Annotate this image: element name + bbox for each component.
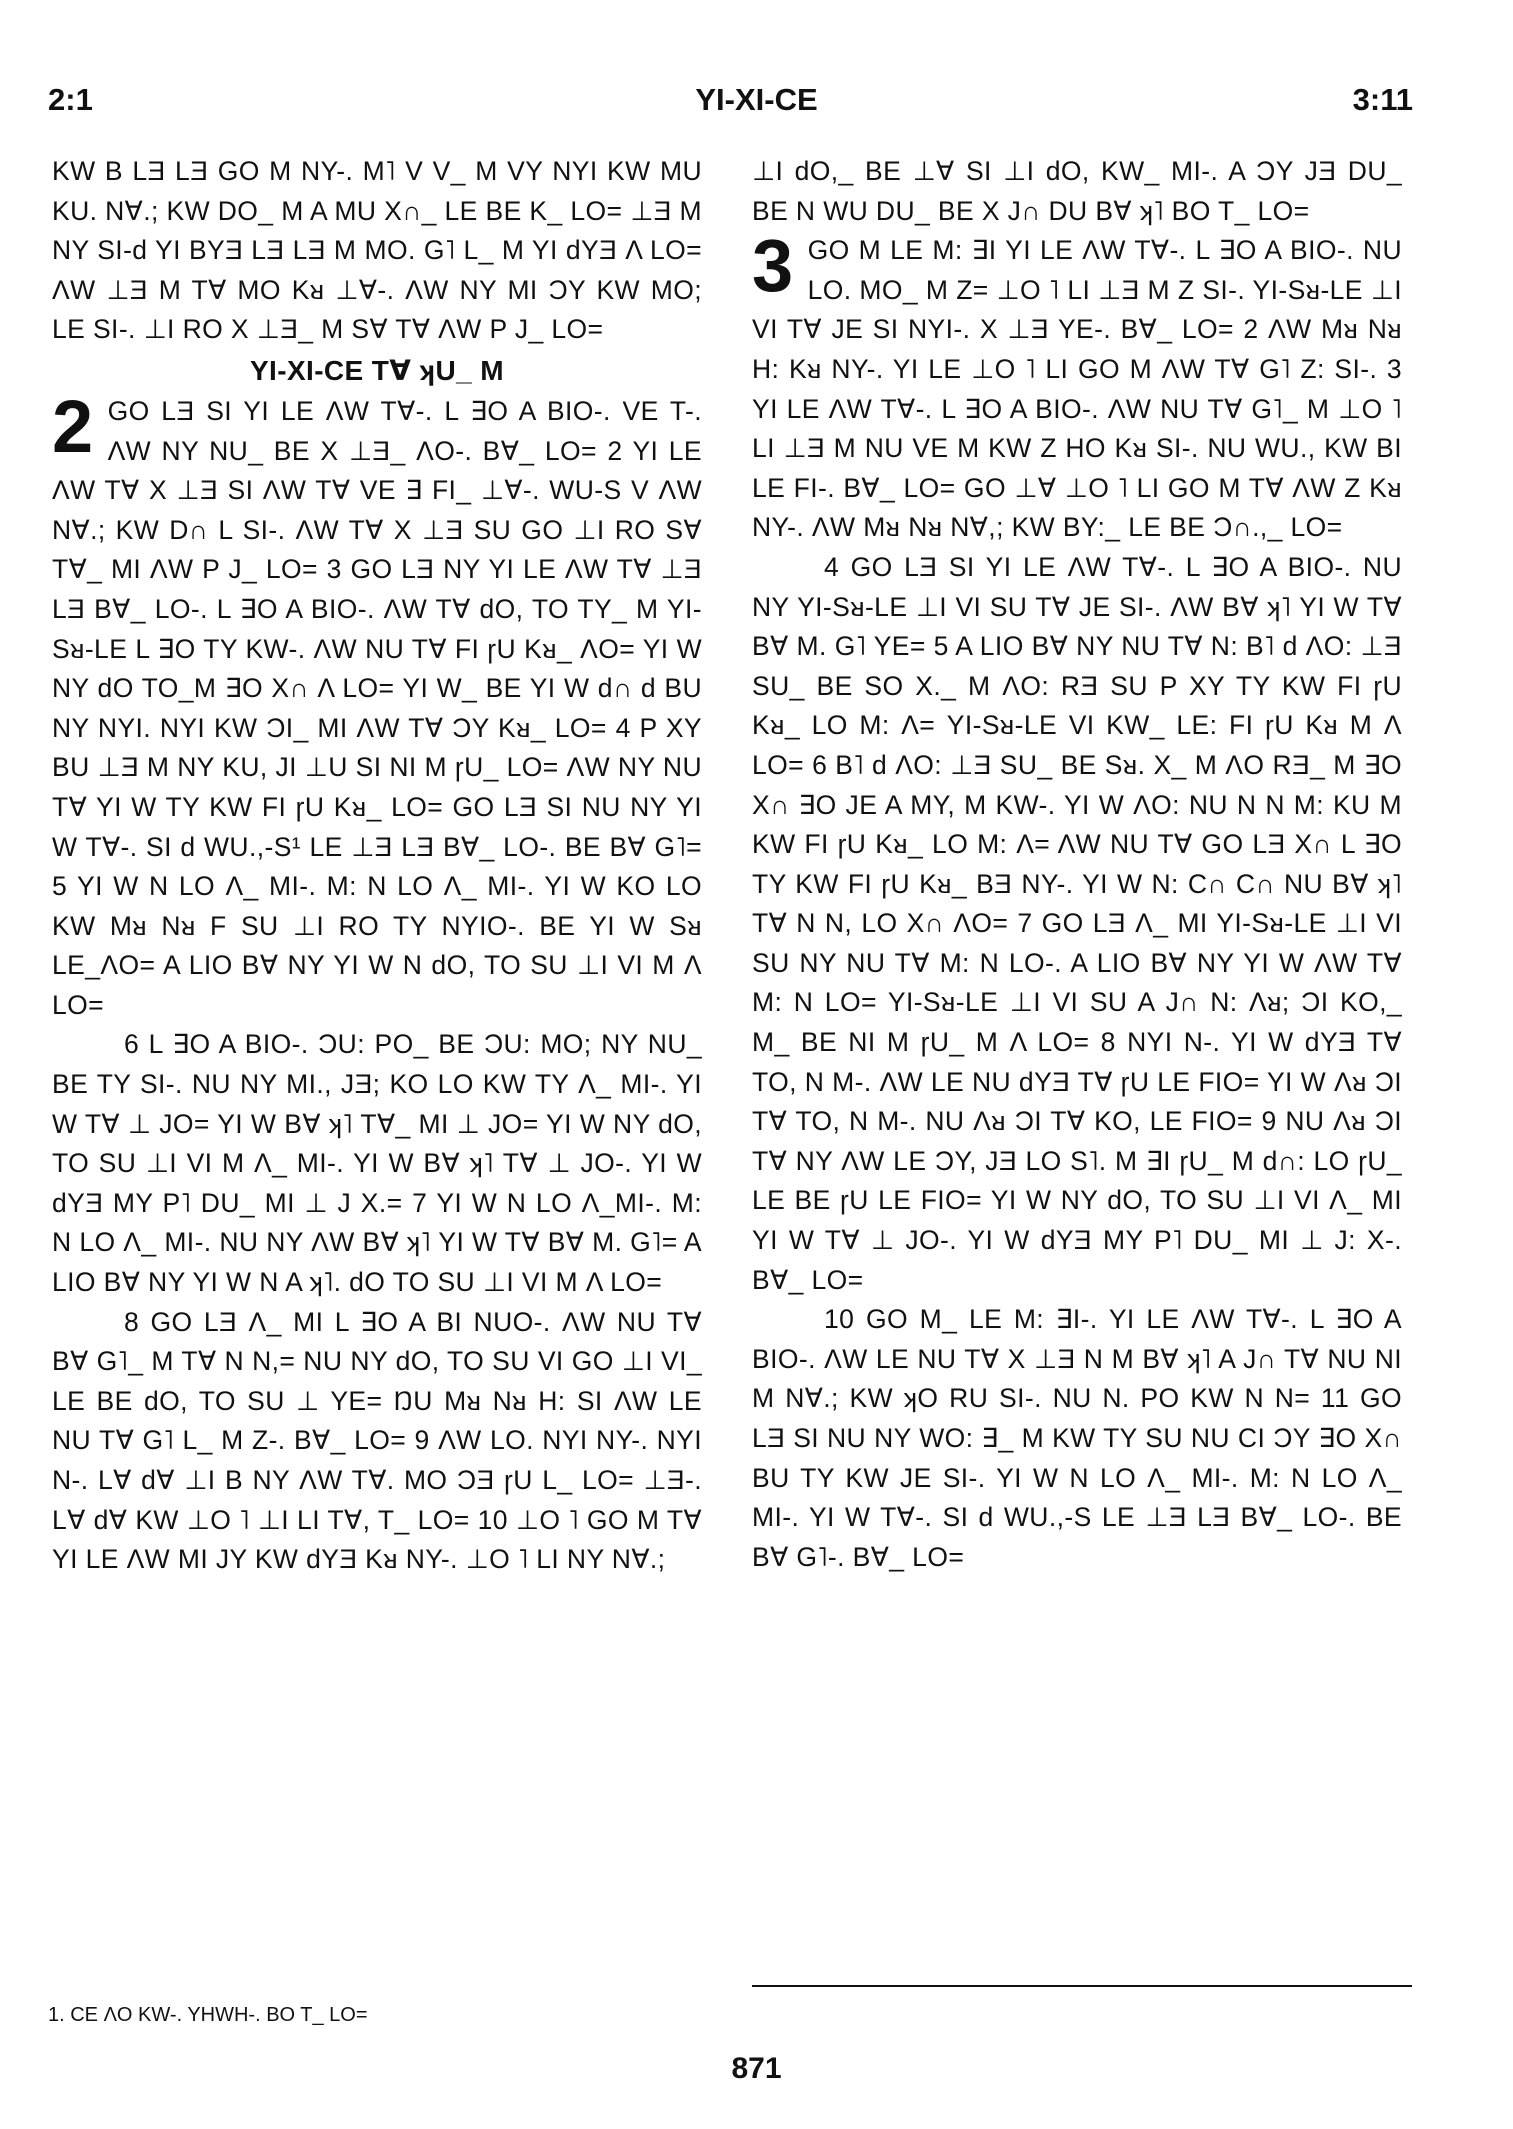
footnote: 1. CE ΛO KW-. YHWH-. BO T_ LO=	[48, 2004, 368, 2026]
paragraph-text: GO LƎ SI YI LE ΛW T∀-. L ∃O A BIO-. VE T-. ΛW NY NU_ BE X ⊥Ǝ_ ΛO-. B∀_ LO= 2 YI LE ΛW T∀ X ⊥Ǝ SI ΛW T∀ VE ∃ FI_ ⊥∀-. WU-S V ΛW N∀.; KW D∩ L SI-. ΛW T∀ X ⊥Ǝ SU GO ⊥I RO S∀ T∀_ MI ΛW P J_ LO= 3 GO LƎ NY YI LE ΛW T∀ ⊥Ǝ LƎ B∀_ LO-. L ∃O A BIO-. ΛW T∀ dO, TO TY_ M YI-Sᴚ-LE L ∃O TY KW-. ΛW NU T∀ FI ɼU Kᴚ_ ΛO= YI W NY dO TO_M ∃O X∩ Λ LO= YI W_ BE YI W d∩ d BU NY NYI. NYI KW ƆI_ MI ΛW T∀ ƆY Kᴚ_ LO= 4 P XY BU ⊥Ǝ M NY KU, JI ⊥U SI NI M ɼU_ LO= ΛW NY NU T∀ YI W TY KW FI ɼU Kᴚ_ LO= GO LƎ SI NU NY YI W T∀-. SI d WU.,-S¹ LE ⊥Ǝ LƎ B∀_ LO-. BE B∀ G˥= 5 YI W N LO Λ_ MI-. M: N LO Λ_ MI-. YI W KO LO KW Mᴚ Nᴚ F SU ⊥I RO TY NYIO-. BE YI W Sᴚ LE_ΛO= A LIO B∀ NY YI W N dO, TO SU ⊥I VI M Λ LO=	[52, 395, 702, 1020]
paragraph: 4 GO LƎ SI YI LE ΛW T∀-. L ∃O A BIO-. NU NY YI-Sᴚ-LE ⊥I VI SU T∀ JE SI-. ΛW B∀ ʞ˥ YI W T∀ B∀ M. G˥ YE= 5 A LIO B∀ NY NU T∀ N: B˥ d ΛO: ⊥Ǝ SU_ BE SO X._ M ΛO: RƎ SU P XY TY KW FI ɼU Kᴚ_ LO M: Λ= YI-Sᴚ-LE VI KW_ LE: FI ɼU Kᴚ M Λ LO= 6 B˥ d ΛO: ⊥Ǝ SU_ BE Sᴚ. X_ M ΛO RƎ_ M ∃O X∩ ∃O JE A MY, M KW-. YI W ΛO: NU N N M: KU M KW FI ɼU Kᴚ_ LO M: Λ= ΛW NU T∀ GO LƎ X∩ L ∃O TY KW FI ɼU Kᴚ_ BƎ NY-. YI W N: C∩ C∩ NU B∀ ʞ˥ T∀ N N, LO X∩ ΛO= 7 GO LƎ Λ_ MI YI-Sᴚ-LE ⊥I VI SU NY NU T∀ M: N LO-. A LIO B∀ NY YI W ΛW T∀ M: N LO= YI-Sᴚ-LE ⊥I VI SU A J∩ N: Λᴚ; ƆI KO,_ M_ BE NI M ɼU_ M Λ LO= 8 NYI N-. YI W dYƎ T∀ TO, N M-. ΛW LE NU dYƎ T∀ ɼU LE FIO= YI W Λᴚ ƆI T∀ TO, N M-. NU Λᴚ ƆI T∀ KO, LE FIO= 9 NU Λᴚ ƆI T∀ NY ΛW LE ƆY, JƎ LO S˥. M ∃I ɼU_ M d∩: LO ɼU_ LE BE ɼU LE FIO= YI W NY dO, TO SU ⊥I VI Λ_ MI YI W T∀ ⊥ JO-. YI W dYƎ MY P˥ DU_ MI ⊥ J: X-. B∀_ LO=	[752, 551, 1402, 1295]
footnote-divider	[752, 1985, 1412, 1987]
running-head-left: 2:1	[48, 82, 93, 117]
chapter-3-paragraph	[752, 224, 1402, 548]
paragraph: 8 GO LƎ Λ_ MI L ∃O A BI NUO-. ΛW NU T∀ B∀ G˥_ M T∀ N N,= NU NY dO, TO SU VI GO ⊥I VI_ LE BE dO, TO SU ⊥ YE= ŊU Mᴚ Nᴚ H: SI ΛW LE NU T∀ G˥ L_ M Z-. B∀_ LO= 9 ΛW LO. NYI NY-. NYI N-. L∀ d∀ ⊥I B NY ΛW T∀. MO ƆƎ ɼU L_ LO= ⊥Ǝ-. L∀ d∀ KW ⊥O ˥ ⊥I LI T∀, T_ LO= 10 ⊥O ˥ GO M T∀ YI LE ΛW MI JY KW dYƎ Kᴚ NY-. ⊥O ˥ LI NY N∀.;	[52, 1306, 702, 1575]
paragraph: KW B LƎ LƎ GO M NY-. M˥ V V_ M VY NYI KW MU KU. N∀.; KW DO_ M A MU X∩_ LE BE K_ LO= ⊥Ǝ M NY SI-d YI BYƎ LƎ LƎ M MO. G˥ L_ M YI dYƎ Λ LO= ΛW ⊥Ǝ M T∀ MO Kᴚ ⊥∀-. ΛW NY MI ƆY KW MO; LE SI-. ⊥I RO X ⊥Ǝ_ M S∀ T∀ ΛW P J_ LO=	[52, 156, 702, 345]
left-column	[52, 152, 702, 1580]
book-title: YI-XI-CE	[695, 82, 818, 117]
page-number: 871	[731, 2052, 782, 2085]
paragraph-text: GO M LE M: ∃I YI LE ΛW T∀-. L ∃O A BIO-. NU LO. MO_ M Z= ⊥O ˥ LI ⊥Ǝ M Z SI-. YI-Sᴚ-LE ⊥I VI T∀ JE SI NYI-. X ⊥Ǝ YE-. B∀_ LO= 2 ΛW Mᴚ Nᴚ H: Kᴚ NY-. YI LE ⊥O ˥ LI GO M ΛW T∀ G˥ Z: SI-. 3 YI LE ΛW T∀-. L ∃O A BIO-. ΛW NU T∀ G˥_ M ⊥O ˥ LI ⊥Ǝ M NU VE M KW Z HO Kᴚ SI-. NU WU., KW BI LE FI-. B∀_ LO= GO ⊥∀ ⊥O ˥ LI GO M T∀ ΛW Z Kᴚ NY-. ΛW Mᴚ Nᴚ N∀,; KW BY:_ LE BE Ɔ∩.,_ LO=	[752, 235, 1402, 543]
section-heading: YI-XI-CE T∀ ʞU_ M	[249, 354, 505, 386]
paragraph: ⊥I dO,_ BE ⊥∀ SI ⊥I dO, KW_ MI-. A ƆY JƎ DU_ BE N WU DU_ BE X J∩ DU B∀ ʞ˥ BO T_ LO=	[752, 156, 1402, 226]
chapter-number: 2	[52, 384, 94, 468]
paragraph: 10 GO M_ LE M: ∃I-. YI LE ΛW T∀-. L ∃O A BIO-. ΛW LE NU T∀ X ⊥Ǝ N M B∀ ʞ˥ A J∩ T∀ NU NI M N∀.; KW ʞO RU SI-. NU N. PO KW N N= 11 GO LƎ SI NU NY WO: ∃_ M KW TY SU NU CI ƆY ∃O X∩ BU TY KW JE SI-. YI W N LO Λ_ MI-. M: N LO Λ_ MI-. YI W T∀-. SI d WU.,-S LE ⊥Ǝ LƎ B∀_ LO-. BE B∀ G˥-. B∀_ LO=	[752, 1304, 1402, 1572]
chapter-2-paragraph	[52, 384, 702, 1026]
chapter-number: 3	[752, 224, 794, 308]
right-column	[752, 152, 1402, 1577]
running-head-right: 3:11	[1352, 82, 1413, 117]
paragraph: 6 L ∃O A BIO-. ƆU: PO_ BE ƆU: MO; NY NU_ BE TY SI-. NU NY MI., JƎ; KO LO KW TY Λ_ MI-. YI W T∀ ⊥ JO= YI W B∀ ʞ˥ T∀_ MI ⊥ JO= YI W NY dO, TO SU ⊥I VI M Λ_ MI-. YI W B∀ ʞ˥ T∀ ⊥ JO-. YI W dYƎ MY P˥ DU_ MI ⊥ J X.= 7 YI W N LO Λ_MI-. M: N LO Λ_ MI-. NU NY ΛW B∀ ʞ˥ YI W T∀ B∀ M. G˥= A LIO B∀ NY YI W N A ʞ˥. dO TO SU ⊥I VI M Λ LO=	[52, 1029, 702, 1298]
